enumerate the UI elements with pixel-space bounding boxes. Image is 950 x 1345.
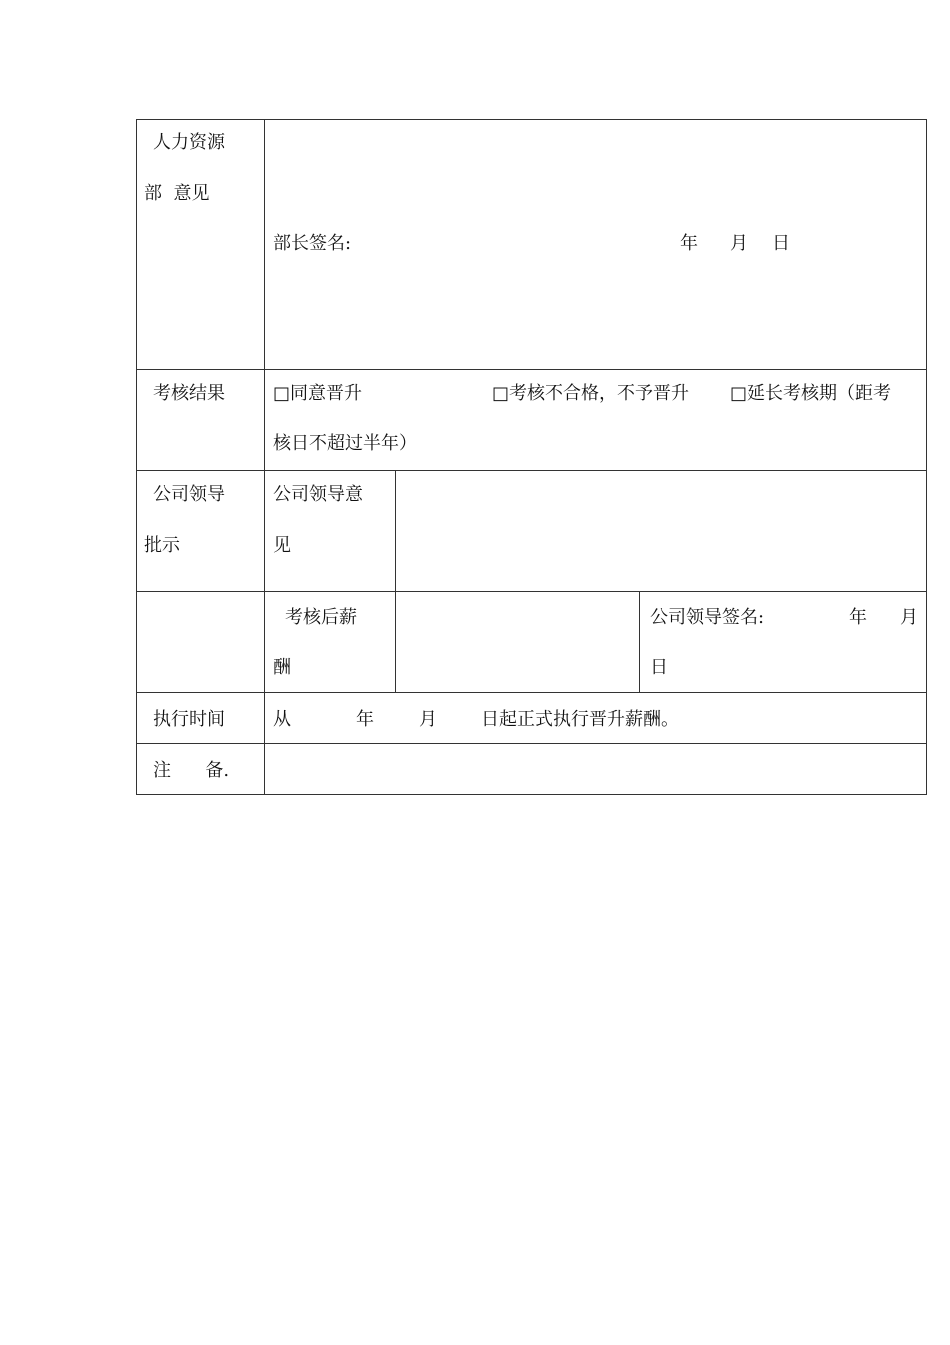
checkbox-fail[interactable]: □: [492, 383, 510, 404]
hr-signature-label: 部长签名:: [273, 233, 352, 254]
leader-label-line2: 批示: [144, 535, 180, 556]
leader-opinion-line2: 见: [273, 535, 291, 556]
option-promote-label: 同意晋升: [290, 383, 363, 404]
hr-date-day: 日: [772, 233, 790, 254]
execution-year: 年: [356, 709, 374, 730]
table-border-right: [926, 119, 927, 795]
table-border-top: [136, 119, 927, 120]
hr-label-line1: 人力资源: [153, 132, 225, 153]
notes-label: 注 备.: [153, 760, 230, 781]
execution-label: 执行时间: [153, 709, 225, 730]
row-divider-3: [136, 591, 927, 592]
option-extend-label: 延长考核期（距考: [747, 383, 892, 404]
hr-date-month: 月: [730, 233, 748, 254]
option-fail-label: 考核不合格，不予晋升: [509, 383, 690, 404]
signature-column-divider: [639, 591, 640, 693]
option-extend-continued: 核日不超过半年）: [273, 433, 417, 454]
leader-date-year: 年: [849, 607, 867, 628]
execution-from: 从: [273, 709, 291, 730]
table-border-bottom: [136, 794, 927, 795]
salary-label-line1: 考核后薪: [285, 607, 357, 628]
option-extend[interactable]: [730, 385, 891, 403]
row-divider-5: [136, 743, 927, 744]
hr-date-year: 年: [680, 233, 698, 254]
checkbox-promote[interactable]: □: [273, 383, 291, 404]
execution-month: 月: [419, 709, 437, 730]
execution-tail: 日起正式执行晋升薪酬。: [481, 709, 679, 730]
inner-column-divider: [395, 470, 396, 693]
leader-opinion-line1: 公司领导意: [273, 484, 363, 505]
table-border-left: [136, 119, 137, 795]
row-divider-2: [136, 470, 927, 471]
notes-field[interactable]: [266, 745, 925, 793]
checkbox-extend[interactable]: □: [730, 383, 748, 404]
salary-field[interactable]: [397, 593, 638, 691]
leader-opinion-field[interactable]: [397, 472, 925, 590]
review-label: 考核结果: [153, 383, 225, 404]
row-divider-1: [136, 369, 927, 370]
option-fail[interactable]: [492, 385, 689, 403]
option-promote[interactable]: [273, 385, 362, 403]
leader-date-month: 月: [900, 607, 918, 628]
hr-label-line2: 部 意见: [144, 183, 210, 204]
row-divider-4: [136, 692, 927, 693]
label-column-divider: [264, 119, 265, 795]
leader-signature-label: 公司领导签名:: [650, 607, 765, 628]
leader-date-day: 日: [650, 657, 668, 678]
leader-label-line1: 公司领导: [153, 484, 225, 505]
salary-label-line2: 酬: [273, 657, 291, 678]
